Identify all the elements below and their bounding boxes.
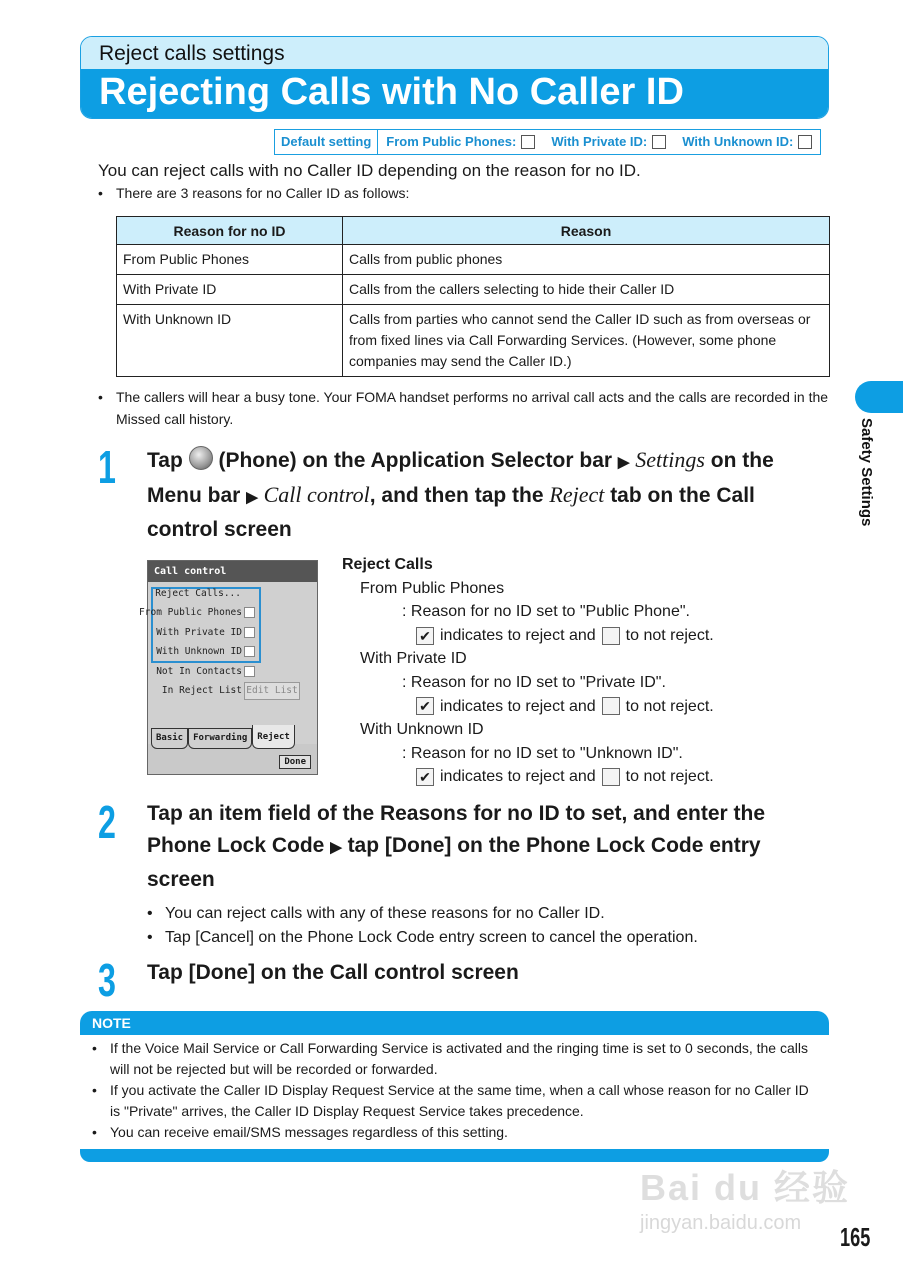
reject-calls-description: [342, 553, 714, 789]
bullet-reasons: • There are 3 reasons for no Caller ID as follows:: [98, 182, 818, 204]
default-item-label: From Public Phones:: [386, 134, 517, 149]
table-row: [117, 245, 830, 275]
step-3-text: Tap [Done] on the Call control screen: [147, 961, 519, 984]
checkbox-empty-icon: [602, 627, 620, 645]
screen-tabs: [151, 728, 295, 749]
note-item: • If you activate the Caller ID Display Request Service at the same time, when a call whose reason for no Caller ID is "Private" arrives, the Caller ID Display Request Service takes precedence.: [92, 1080, 822, 1122]
desc-item-reason: : Reason for no ID set to "Private ID".: [402, 673, 666, 691]
desc-item-name: With Private ID: [360, 650, 467, 668]
step-2-bullet: • You can reject calls with any of these reasons for no Caller ID.: [147, 902, 605, 926]
arrow-right-icon: ▶: [246, 489, 258, 506]
table-cell: Calls from the callers selecting to hide their Caller ID: [343, 275, 830, 305]
note-header: NOTE: [80, 1011, 829, 1035]
desc-item-reason: : Reason for no ID set to "Public Phone".: [402, 603, 690, 621]
desc-item-legend: ✔ indicates to reject and to not reject.: [342, 695, 714, 719]
default-setting-box: [274, 129, 821, 155]
note-item: • You can receive email/SMS messages regardless of this setting.: [92, 1122, 822, 1143]
screen-row-not-in-contacts[interactable]: Not In Contacts: [156, 666, 255, 677]
checkbox-icon[interactable]: [244, 627, 255, 638]
checkbox-icon[interactable]: [244, 607, 255, 618]
checkbox-checked-icon: ✔: [416, 697, 434, 715]
table-header: Reason for no ID: [117, 217, 343, 245]
default-setting-label: Default setting: [275, 130, 378, 154]
done-button[interactable]: Done: [279, 755, 311, 769]
table-row: [117, 275, 830, 305]
section-side-tab: [855, 381, 903, 413]
table-cell: Calls from parties who cannot send the Caller ID such as from overseas or from fixed lines via Call Forwarding Services. (However, some phone companies may send the Caller ID.): [343, 305, 830, 377]
default-private-id: [551, 130, 666, 154]
step-2-bullet: • Tap [Cancel] on the Phone Lock Code entry screen to cancel the operation.: [147, 926, 698, 950]
checkbox-empty-icon: [602, 768, 620, 786]
table-row: [117, 305, 830, 377]
checkbox-checked-icon: ✔: [416, 627, 434, 645]
arrow-right-icon: ▶: [330, 839, 342, 856]
checkbox-icon[interactable]: [244, 646, 255, 657]
watermark-logo: Bai du 经验: [640, 1167, 851, 1208]
checkbox-empty-icon: [602, 697, 620, 715]
checkbox-empty-icon: [798, 135, 812, 149]
screen-title: Call control: [148, 561, 317, 582]
phone-app-icon: [189, 446, 213, 470]
step-2-text: Tap an item field of the Reasons for no ID to set, and enter the Phone Lock Code ▶ tap [Done] on the Phone Lock Code entry screen: [147, 802, 766, 891]
watermark-url: jingyan.baidu.com: [640, 1212, 802, 1234]
tab-basic[interactable]: Basic: [151, 728, 188, 749]
table-cell: With Private ID: [117, 275, 343, 305]
step-number-3: 3: [98, 954, 116, 1006]
step-1-text: Tap (Phone) on the Application Selector bar ▶ Settings on the Menu bar ▶ Call control, and then tap the Reject tab on the Call control screen: [147, 447, 774, 541]
checkbox-empty-icon: [652, 135, 666, 149]
checkbox-icon[interactable]: [244, 666, 255, 677]
arrow-right-icon: ▶: [617, 454, 630, 471]
edit-list-button[interactable]: Edit List: [244, 682, 300, 700]
screen-row-reject-list[interactable]: In Reject List: [162, 685, 255, 696]
table-cell: From Public Phones: [117, 245, 343, 275]
screen-row-unknown-id[interactable]: With Unknown ID: [156, 646, 255, 657]
page-number: 165: [840, 1222, 871, 1252]
checkbox-empty-icon: [521, 135, 535, 149]
screen-row-public-phones[interactable]: From Public Phones: [139, 607, 255, 618]
desc-item-name: With Unknown ID: [360, 721, 484, 739]
intro-text: You can reject calls with no Caller ID depending on the reason for no ID.: [98, 161, 641, 180]
tab-forwarding[interactable]: Forwarding: [188, 728, 252, 749]
reasons-table: [116, 216, 830, 377]
checkbox-checked-icon: ✔: [416, 768, 434, 786]
table-header-row: [117, 217, 830, 245]
page-header: [80, 36, 829, 119]
note-list: [92, 1038, 822, 1143]
page-title: Rejecting Calls with No Caller ID: [81, 69, 828, 119]
default-public-phones: [386, 130, 535, 154]
note-item: • If the Voice Mail Service or Call Forwarding Service is activated and the ringing time is set to 0 seconds, the calls will not be rejected but will be recorded or forwarded.: [92, 1038, 822, 1080]
table-cell: With Unknown ID: [117, 305, 343, 377]
section-category: Reject calls settings: [81, 37, 828, 69]
screen-row-private-id[interactable]: With Private ID: [156, 627, 255, 638]
description-heading: Reject Calls: [342, 556, 433, 573]
bullet-busy-tone: • The callers will hear a busy tone. Your FOMA handset performs no arrival call acts and the calls are recorded in the Missed call history.: [98, 386, 830, 430]
default-unknown-id: [682, 130, 812, 154]
table-cell: Calls from public phones: [343, 245, 830, 275]
default-item-label: With Unknown ID:: [682, 134, 794, 149]
screen-group-title: Reject Calls...: [155, 588, 241, 599]
desc-item-reason: : Reason for no ID set to "Unknown ID".: [402, 744, 683, 762]
step-number-2: 2: [98, 796, 116, 848]
desc-item-legend: ✔ indicates to reject and to not reject.: [342, 765, 714, 789]
section-side-label: Safety Settings: [858, 418, 875, 527]
tab-reject[interactable]: Reject: [252, 725, 295, 749]
table-header: Reason: [343, 217, 830, 245]
desc-item-legend: ✔ indicates to reject and to not reject.: [342, 624, 714, 648]
call-control-screenshot: [139, 560, 318, 775]
default-item-label: With Private ID:: [551, 134, 648, 149]
desc-item-name: From Public Phones: [360, 579, 505, 597]
step-number-1: 1: [98, 441, 116, 493]
